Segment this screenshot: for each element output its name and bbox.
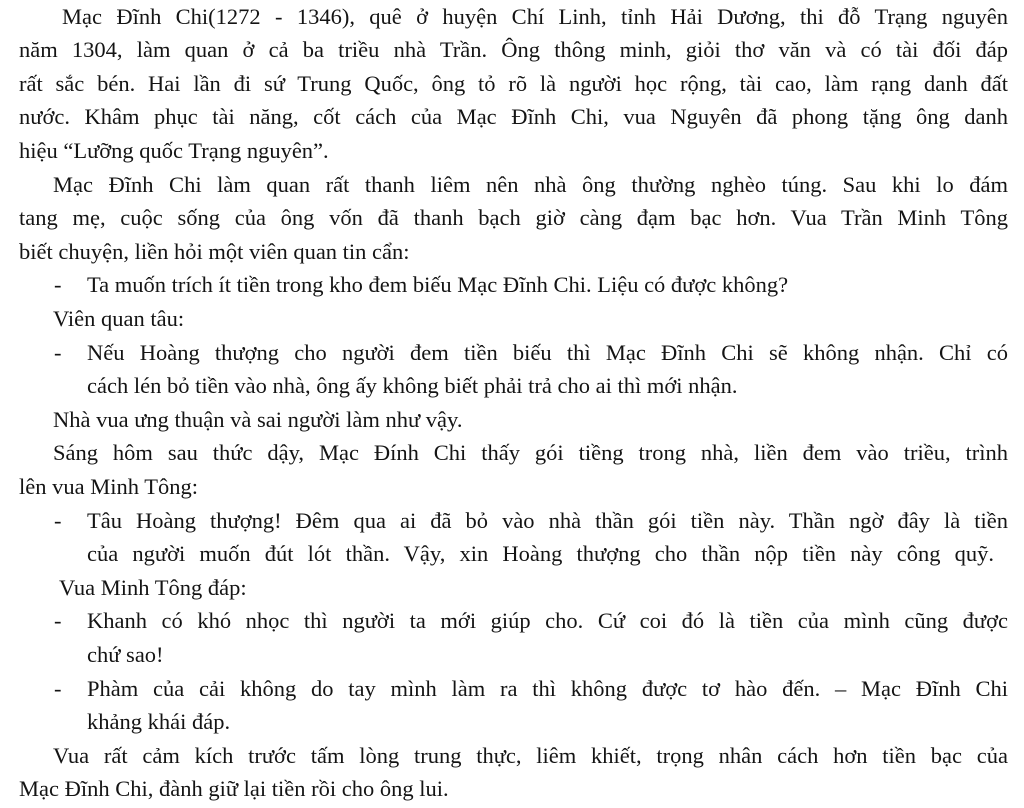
dialogue-line: Phàm của cải không do tay mình làm ra thì không được tơ hào đến. – Mạc Đĩnh Chi <box>87 676 1008 701</box>
paragraph-2-line-3: biết chuyện, liền hỏi một viên quan tin cẩn: <box>19 239 410 264</box>
closing-line-2: Mạc Đĩnh Chi, đành giữ lại tiền rồi cho ông lui. <box>19 776 449 801</box>
dialogue-line: Nếu Hoàng thượng cho người đem tiền biếu thì Mạc Đĩnh Chi sẽ không nhận. Chỉ có <box>87 340 1008 365</box>
dialogue-line: Khanh có khó nhọc thì người ta mới giúp cho. Cứ coi đó là tiền của mình cũng được <box>87 608 1008 633</box>
dialogue-line: chứ sao! <box>87 642 164 667</box>
paragraph-1-line-2: năm 1304, làm quan ở cả ba triều nhà Trần. Ông thông minh, giỏi thơ văn và có tài đối đáp <box>19 37 1008 62</box>
dialogue-line: cách lén bỏ tiền vào nhà, ông ấy không biết phải trả cho ai thì mới nhận. <box>87 373 738 398</box>
paragraph-line: Sáng hôm sau thức dậy, Mạc Đính Chi thấy gói tiềng trong nhà, liền đem vào triều, trình <box>53 440 1008 465</box>
dialogue-dash: - <box>54 608 62 633</box>
paragraph-1-line-5: hiệu “Lưỡng quốc Trạng nguyên”. <box>19 138 329 163</box>
dialogue-dash: - <box>54 508 62 533</box>
paragraph-2-line-2: tang mẹ, cuộc sống của ông vốn đã thanh bạch giờ càng đạm bạc hơn. Vua Trần Minh Tông <box>19 205 1008 230</box>
dialogue-dash: - <box>54 340 62 365</box>
dialogue-dash: - <box>54 272 62 297</box>
dialogue-line: Tâu Hoàng thượng! Đêm qua ai đã bỏ vào nhà thần gói tiền này. Thần ngờ đây là tiền <box>87 508 1008 533</box>
paragraph-1-line-1: Mạc Đĩnh Chi(1272 - 1346), quê ở huyện Chí Linh, tỉnh Hải Dương, thi đỗ Trạng nguyên <box>62 4 1008 29</box>
dialogue-line: khảng khái đáp. <box>87 709 231 734</box>
paragraph-2-line-1: Mạc Đĩnh Chi làm quan rất thanh liêm nên nhà ông thường nghèo túng. Sau khi lo đám <box>53 172 1008 197</box>
dialogue-dash: - <box>54 676 62 701</box>
narration-line: Viên quan tâu: <box>53 306 185 331</box>
closing-line-1: Vua rất cảm kích trước tấm lòng trung thực, liêm khiết, trọng nhân cách hơn tiền bạc của <box>53 743 1008 768</box>
narration-line: Vua Minh Tông đáp: <box>59 575 247 600</box>
dialogue-line: của người muốn đút lót thần. Vậy, xin Hoàng thượng cho thần nộp tiền này công quỹ. <box>87 541 994 566</box>
paragraph-1-line-4: nước. Khâm phục tài năng, cốt cách của Mạc Đĩnh Chi, vua Nguyên đã phong tặng ông danh <box>19 104 1008 129</box>
dialogue-line: Ta muốn trích ít tiền trong kho đem biếu Mạc Đĩnh Chi. Liệu có được không? <box>87 272 789 297</box>
narration-line: Nhà vua ưng thuận và sai người làm như vậy. <box>53 407 463 432</box>
paragraph-line: lên vua Minh Tông: <box>19 474 198 499</box>
paragraph-1-line-3: rất sắc bén. Hai lần đi sứ Trung Quốc, ông tỏ rõ là người học rộng, tài cao, làm rạng danh đất <box>19 71 1008 96</box>
